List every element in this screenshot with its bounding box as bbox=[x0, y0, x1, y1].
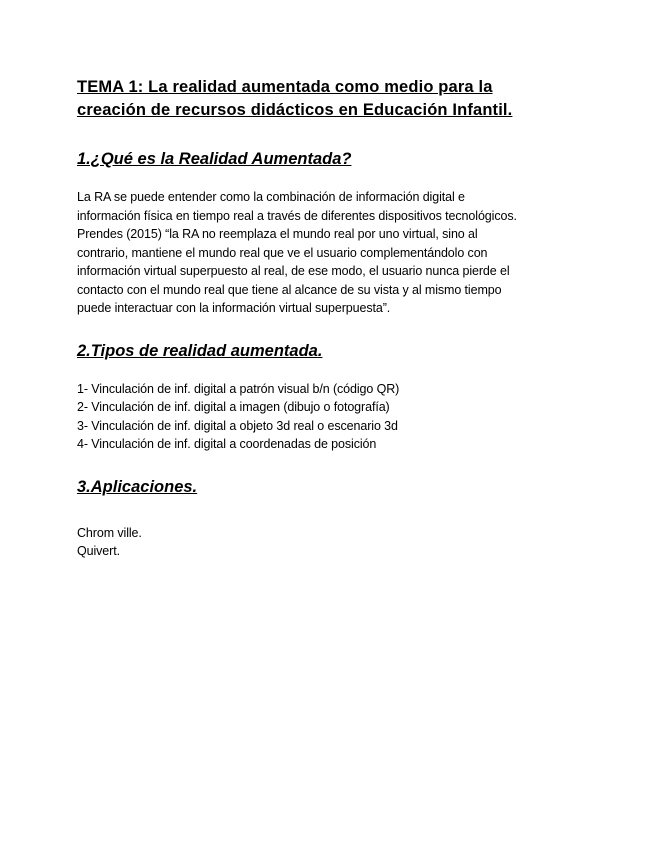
section-heading-ar-types: 2.Tipos de realidad aumentada. bbox=[77, 341, 323, 360]
document-title-line-1: TEMA 1: La realidad aumentada como medio para la bbox=[77, 78, 493, 96]
document-title bbox=[77, 76, 582, 122]
section-heading-applications: 3.Aplicaciones. bbox=[77, 477, 198, 496]
paragraph-line: puede interactuar con la información virtual superpuesta”. bbox=[77, 301, 391, 315]
list-item: Quivert. bbox=[77, 544, 120, 558]
document-content bbox=[77, 76, 582, 561]
list-item: 3- Vinculación de inf. digital a objeto 3d real o escenario 3d bbox=[77, 418, 398, 433]
list-item: 4- Vinculación de inf. digital a coordenadas de posición bbox=[77, 437, 377, 451]
section-paragraph-what-is-ar bbox=[77, 188, 582, 318]
paragraph-line: información virtual superpuesto al real, de ese modo, el usuario nunca pierde el bbox=[77, 264, 510, 278]
paragraph-line: contacto con el mundo real que tiene al alcance de su vista y al mismo tiempo bbox=[77, 282, 502, 297]
applications-list bbox=[77, 524, 582, 561]
paragraph-line: La RA se puede entender como la combinación de información digital e bbox=[77, 190, 465, 204]
list-item: 2- Vinculación de inf. digital a imagen (dibujo o fotografía) bbox=[77, 400, 390, 414]
paragraph-line: contrario, mantiene el mundo real que ve el usuario complementándolo con bbox=[77, 245, 488, 260]
ar-types-list bbox=[77, 380, 582, 454]
paragraph-line: información física en tiempo real a través de diferentes dispositivos tecnológicos. bbox=[77, 208, 517, 223]
list-item: Chrom ville. bbox=[77, 525, 142, 540]
section-heading-what-is-ar: 1.¿Qué es la Realidad Aumentada? bbox=[77, 150, 352, 168]
paragraph-line: Prendes (2015) “la RA no reemplaza el mundo real por uno virtual, sino al bbox=[77, 227, 478, 241]
list-item: 1- Vinculación de inf. digital a patrón visual b/n (código QR) bbox=[77, 381, 400, 396]
document-title-line-2: creación de recursos didácticos en Educación Infantil. bbox=[77, 101, 513, 119]
